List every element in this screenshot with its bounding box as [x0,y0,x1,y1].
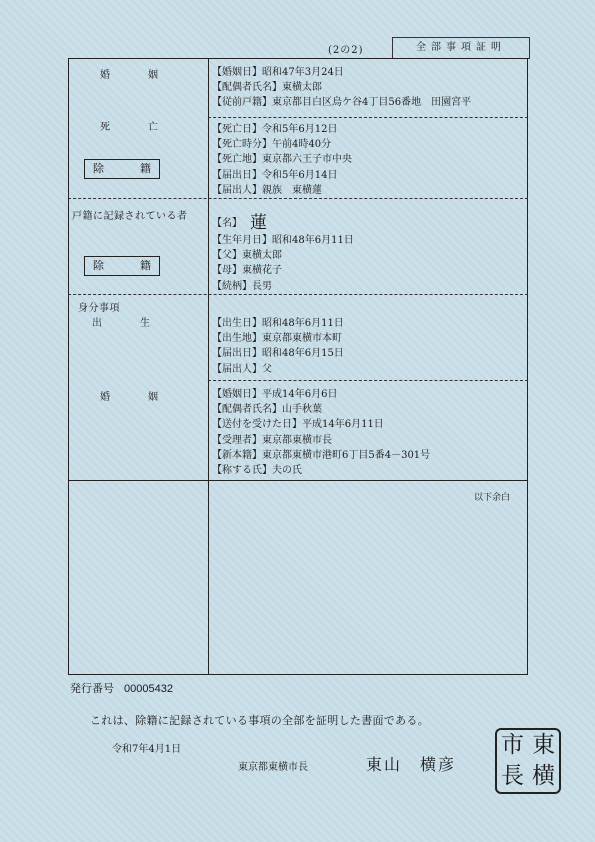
person-name-row [212,206,267,231]
person-name: 蓮 [250,213,267,233]
entry-line: 【届出日】昭和48年6月15日 [212,348,344,360]
entry-line: 【死亡時分】午前4時40分 [212,139,332,151]
official-seal [495,728,561,794]
mayor-name: 東山 横彦 [366,755,457,774]
birth-entries [212,316,344,377]
entry-line: 【死亡地】東京都六王子市中央 [212,154,352,166]
removed-stamp [84,159,160,179]
entry-line: 【続柄】長男 [212,280,272,292]
entry-line: 【婚姻日】昭和47年3月24日 [212,67,344,78]
entry-line: 【称する氏】夫の氏 [212,464,302,476]
status-label: 身分事項 [78,303,120,314]
entry-line: 【届出日】令和5年6月14日 [212,169,338,181]
marriage-label: 婚 姻 [100,70,172,81]
remainder-blank-note: 以下余白 [474,493,511,503]
issue-date: 令和7年4月1日 [112,744,182,755]
removed-stamp-right: 籍 [140,162,151,175]
entry-line: 【従前戸籍】東京都目白区烏ケ谷4丁目56番地 田園宮平 [212,97,472,109]
entry-line: 【配偶者氏名】東横太郎 [212,82,322,94]
entry-line: 【死亡日】令和5年6月12日 [212,124,338,135]
entry-line: 【出生日】昭和48年6月11日 [212,318,344,329]
column-divider [208,58,209,675]
seal-char: 東 [532,732,555,758]
removed-stamp [84,256,160,276]
entry-line: 【届出人】親族 東横蓮 [212,184,322,196]
marriage-entries [212,387,430,478]
marriage-entries [212,65,471,111]
entry-line: 【送付を受けた日】平成14年6月11日 [212,419,384,431]
entry-line: 【新本籍】東京都東横市港町6丁目5番4－301号 [212,449,431,461]
removed-stamp-right: 籍 [140,259,151,272]
removed-stamp-left: 除 [93,162,104,175]
mayor-title: 東京都東横市長 [238,762,308,773]
seal-char: 市 [501,732,524,758]
certification-text: これは、除籍に記録されている事項の全部を証明した書面である。 [90,714,429,727]
entry-line: 【母】東横花子 [212,265,282,277]
person-label: 戸籍に記録されている者 [72,211,188,222]
name-key: 【名】 [212,218,242,229]
entry-line: 【届出人】父 [212,363,272,375]
entry-line: 【生年月日】昭和48年6月11日 [212,235,354,246]
death-label: 死 亡 [100,122,172,133]
entry-line: 【配偶者氏名】山手秋葉 [212,404,322,416]
person-entries [212,233,354,294]
issue-label: 発行番号 [70,682,114,695]
dashed-divider [208,117,528,118]
birth-label: 出 生 [92,318,164,329]
dashed-divider [68,198,528,199]
entry-line: 【父】東横太郎 [212,250,282,262]
seal-char: 長 [501,763,524,789]
section-divider [68,480,528,481]
page-number: (2の2) [328,45,364,56]
seal-char: 横 [532,763,555,789]
marriage-label: 婚 姻 [100,392,172,403]
entry-line: 【受理者】東京都東横市長 [212,434,332,446]
dashed-divider [68,294,528,295]
death-entries [212,122,352,198]
dashed-divider [208,380,528,381]
entry-line: 【出生地】東京都東横市本町 [212,333,342,345]
issue-number: 00005432 [124,683,173,695]
issue-number-row [70,680,173,696]
removed-stamp-left: 除 [93,259,104,272]
entry-line: 【婚姻日】平成14年6月6日 [212,389,338,400]
certificate-label: 全部事項証明 [392,37,530,59]
